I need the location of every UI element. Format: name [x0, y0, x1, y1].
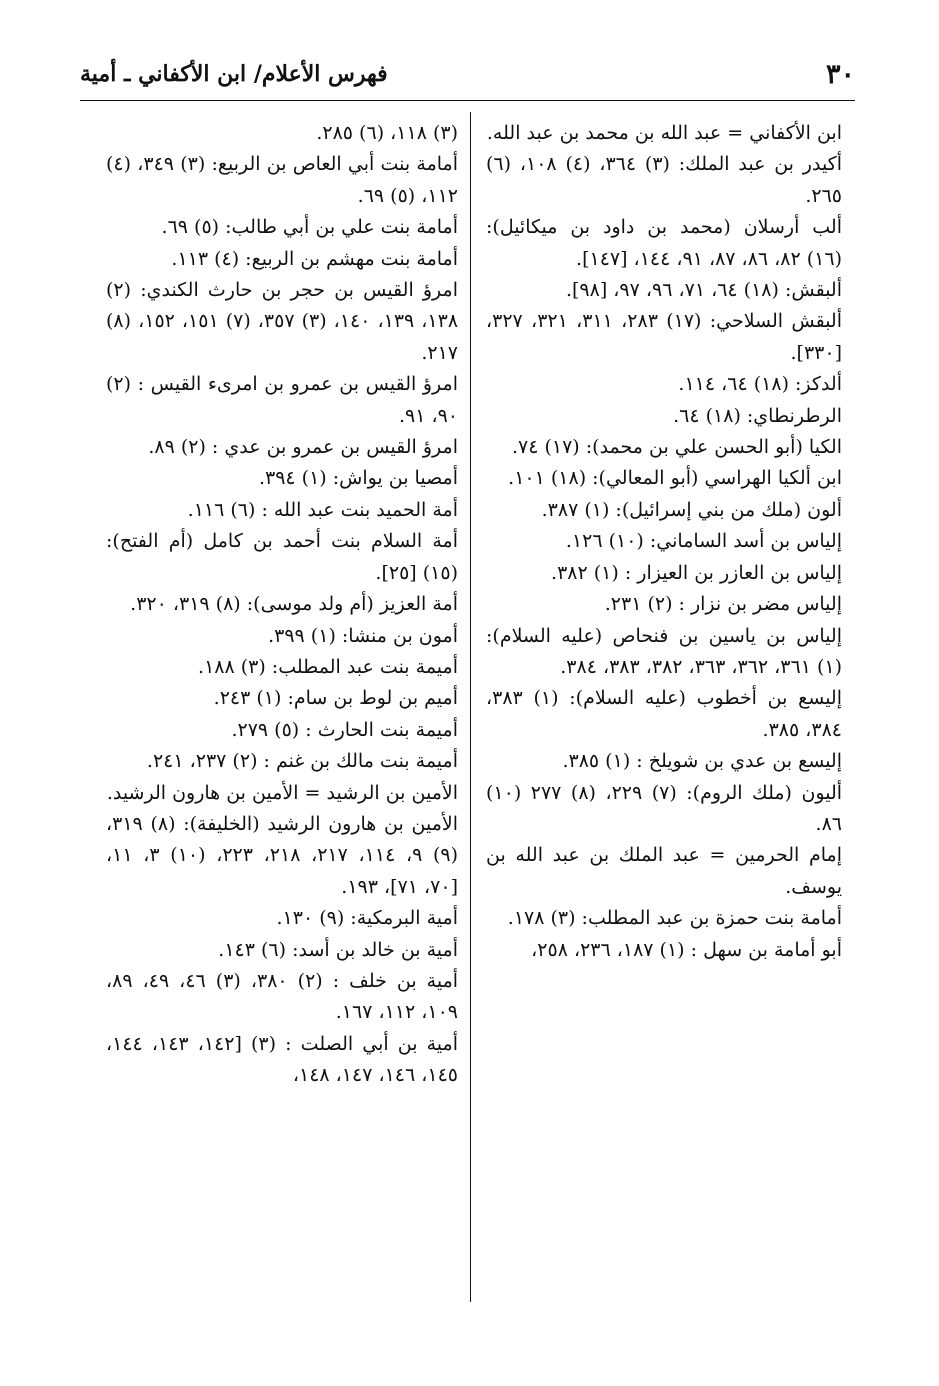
index-entry: أمامة بنت أبي العاص بن الربيع: (٣) ٣٤٩، (٤) ١١٢، (٥) ٦٩. — [106, 153, 459, 207]
index-entry: ألون (ملك من بني إسرائيل): (١) ٣٨٧. — [541, 498, 842, 521]
index-entry: أمة العزيز (أم ولد موسى): (٨) ٣١٩، ٣٢٠. — [130, 593, 458, 616]
index-entry: أمون بن منشا: (١) ٣٩٩. — [268, 624, 458, 647]
index-entry: أبو أمامة بن سهل : (١) ١٨٧، ٢٣٦، ٢٥٨، — [531, 938, 842, 961]
index-entry: الأمين بن هارون الرشيد (الخليفة): (٨) ٣١٩، (٩) ٩، ١١٤، ٢١٧، ٢١٨، ٢٢٣، (١٠) ٣، ١١، [٧٠، ٧١]، ١٩٣. — [106, 812, 459, 898]
page-number: ٣٠ — [825, 58, 855, 90]
index-entry: أمامة بنت مهشم بن الربيع: (٤) ١١٣. — [171, 247, 458, 270]
index-entry: (٣) ١١٨، (٦) ٢٨٥. — [316, 122, 458, 144]
index-entry: امرؤ القيس بن حجر بن حارث الكندي: (٢) ١٣٨، ١٣٩، ١٤٠، (٣) ٣٥٧، (٧) ١٥١، ١٥٢، (٨) ٢١٧. — [106, 279, 459, 364]
column-divider — [470, 112, 471, 1302]
index-entry: أمية البرمكية: (٩) ١٣٠. — [276, 907, 458, 930]
index-entry: إليسع بن عدي بن شويلخ : (١) ٣٨٥. — [562, 750, 842, 773]
index-entry: ألبقش السلاحي: (١٧) ٢٨٣، ٣١١، ٣٢١، ٣٢٧، [٣٣٠]. — [486, 310, 842, 364]
index-entry: أليون (ملك الروم): (٧) ٢٢٩، (٨) ٢٧٧ (١٠) ٨٦. — [486, 781, 843, 835]
index-entry: أمصيا بن يواش: (١) ٣٩٤. — [258, 467, 458, 490]
index-entry: أمية بن خلف : (٢) ٣٨٠، (٣) ٤٦، ٤٩، ٨٩، ١٠٩، ١١٢، ١٦٧. — [106, 969, 459, 1024]
right-column — [486, 118, 842, 966]
index-entry: أمية بن خالد بن أسد: (٦) ١٤٣. — [218, 938, 458, 961]
index-entry: ابن ألكيا الهراسي (أبو المعالي): (١٨) ١٠١. — [508, 467, 842, 490]
index-entry: أمامة بنت علي بن أبي طالب: (٥) ٦٩. — [161, 216, 458, 239]
index-entry: أمية بن أبي الصلت : (٣) [١٤٢، ١٤٣، ١٤٤، ١٤٥، ١٤٦، ١٤٧، ١٤٨، — [106, 1032, 458, 1087]
index-entry: ألبقش: (١٨) ٦٤، ٧١، ٩٦، ٩٧، [٩٨]. — [565, 279, 842, 302]
index-entry: أميمة بنت الحارث : (٥) ٢٧٩. — [231, 718, 458, 741]
index-entry: إليسع بن أخطوب (عليه السلام): (١) ٣٨٣، ٣٨٤، ٣٨٥. — [486, 687, 842, 741]
left-column — [106, 118, 458, 1092]
index-entry: ابن الأكفاني = عبد الله بن محمد بن عبد الله. — [486, 122, 842, 144]
header-rule — [80, 100, 855, 101]
index-entry: ألدكز: (١٨) ٦٤، ١١٤. — [678, 373, 842, 396]
index-entry: أميمة بنت عبد المطلب: (٣) ١٨٨. — [198, 655, 458, 678]
index-entry: إلياس بن العازر بن العيزار : (١) ٣٨٢. — [551, 561, 842, 584]
index-entry: إلياس بن أسد الساماني: (١٠) ١٢٦. — [565, 530, 842, 553]
page-header — [80, 50, 855, 98]
running-title: فهرس الأعلام/ ابن الأكفاني ـ أمية — [80, 61, 388, 87]
index-entry: ألب أرسلان (محمد بن داود بن ميكائيل): (١٦) ٨٢، ٨٦، ٨٧، ٩١، ١٤٤، [١٤٧]. — [486, 216, 842, 270]
index-entry: أمة الحميد بنت عبد الله : (٦) ١١٦. — [187, 498, 458, 521]
index-entry: أمة السلام بنت أحمد بن كامل (أم الفتح): (١٥) [٢٥]. — [106, 530, 458, 584]
index-entry: إلياس مضر بن نزار : (٢) ٢٣١. — [604, 593, 842, 616]
index-entry: أميم بن لوط بن سام: (١) ٢٤٣. — [213, 687, 458, 710]
index-entry: الكيا (أبو الحسن علي بن محمد): (١٧) ٧٤. — [511, 436, 842, 459]
index-entry: إمام الحرمين = عبد الملك بن عبد الله بن يوسف. — [486, 844, 842, 898]
index-entry: الرطرنطاي: (١٨) ٦٤. — [673, 404, 842, 427]
index-entry: أميمة بنت مالك بن غنم : (٢) ٢٣٧، ٢٤١. — [146, 750, 458, 773]
index-entry: أمامة بنت حمزة بن عبد المطلب: (٣) ١٧٨. — [507, 907, 842, 930]
index-entry: أكيدر بن عبد الملك: (٣) ٣٦٤، (٤) ١٠٨، (٦) ٢٦٥. — [486, 153, 842, 207]
index-entry: امرؤ القيس بن عمرو بن امرىء القيس : (٢) ٩٠، ٩١. — [106, 373, 458, 427]
index-entry: الأمين بن الرشيد = الأمين بن هارون الرشيد. — [106, 781, 458, 804]
index-entry: إلياس بن ياسين بن فنحاص (عليه السلام): (١) ٣٦١، ٣٦٢، ٣٦٣، ٣٨٢، ٣٨٣، ٣٨٤. — [486, 624, 842, 678]
index-entry: امرؤ القيس بن عمرو بن عدي : (٢) ٨٩. — [148, 436, 458, 459]
